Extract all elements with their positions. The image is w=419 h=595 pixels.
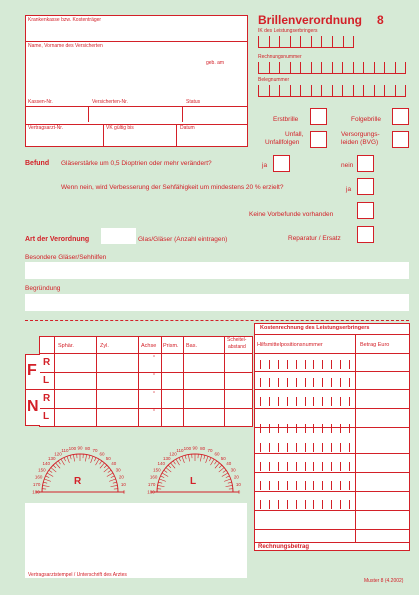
versorgung-label-2: leiden (BVG) [341, 139, 379, 146]
protractor-tick-label: 0 [122, 489, 126, 495]
protractor-tick-label: 0 [237, 489, 241, 495]
hilfsmittel-row-2[interactable] [260, 378, 350, 387]
unfall-label-1: Unfall, [285, 131, 304, 138]
protractor-tick-label: 180 [32, 489, 40, 495]
signature-field[interactable] [25, 503, 247, 578]
row-n-r: R [43, 393, 51, 404]
protractor-tick-label: 100 [183, 446, 192, 452]
hilfsmittel-row-3[interactable] [260, 397, 350, 406]
unfall-checkbox[interactable] [310, 131, 327, 148]
protractor-tick-label: 40 [226, 461, 232, 467]
protractor-tick-label: 70 [92, 448, 98, 454]
footer-muster: Muster 8 (4.2002) [364, 578, 404, 584]
protractor-tick-label: 100 [68, 446, 77, 452]
row-n-l: L [43, 411, 50, 422]
form-title: Brillenverordnung [258, 13, 363, 27]
col-sphaer: Sphär. [58, 343, 74, 349]
vertragsarzt-field[interactable] [26, 130, 247, 146]
begruendung-label: Begründung [25, 285, 61, 292]
keine-vorbefunde-label: Keine Vorbefunde vorhanden [249, 211, 334, 218]
befund-nein-checkbox[interactable] [357, 155, 374, 172]
protractor-tick-label: 60 [214, 451, 220, 457]
befund-question-2: Wenn nein, wird Verbesserung der Sehfähigkeit um mindestens 20 % erzielt? [61, 184, 284, 191]
datum-label: Datum [180, 125, 195, 131]
versorgung-label-1: Versorgungs- [341, 131, 380, 138]
col-hilfsmittel: Hilfsmittelpositionsnummer [257, 342, 323, 348]
geb-label: geb. am [206, 60, 225, 66]
protractor-tick-label: 120 [54, 451, 62, 457]
folgebrille-label: Folgebrille [351, 116, 381, 123]
row-f-l: L [43, 375, 50, 386]
col-achse: Achse [141, 343, 157, 349]
protractor-tick-label: 40 [111, 461, 117, 467]
belegnummer-label: Belegnummer [258, 77, 290, 83]
befund-ja-label: ja [262, 162, 268, 169]
protractor-tick-label: 20 [233, 474, 239, 480]
col-betrag: Betrag Euro [360, 342, 390, 348]
protractor-tick-label: 20 [118, 474, 124, 480]
form-number: 8 [377, 13, 384, 27]
row-f-r: R [43, 357, 51, 368]
protractor-right [25, 430, 135, 500]
degree-4: ° [153, 409, 155, 415]
protractor-tick-label: 30 [115, 467, 121, 473]
protractor-tick-label: 170 [32, 481, 41, 487]
protractor-left [140, 430, 250, 500]
col-bas: Bas. [186, 343, 198, 349]
krankenkasse-field[interactable] [26, 23, 247, 40]
prescription-table [39, 336, 253, 427]
protractor-r-label: R [74, 476, 82, 487]
protractor-tick-label: 80 [200, 446, 206, 452]
protractor-tick-label: 130 [47, 455, 56, 461]
section-divider [25, 320, 409, 321]
befund-question-1: Gläserstärke um 0,5 Dioptrien oder mehr verändert? [61, 160, 212, 167]
besondere-label: Besondere Gläser/Sehhilfen [25, 254, 107, 261]
name-field[interactable] [26, 50, 247, 105]
belegnummer-field[interactable] [258, 85, 406, 97]
versorgung-checkbox[interactable] [392, 131, 409, 148]
befund-ja2-checkbox[interactable] [357, 178, 374, 195]
protractor-tick-label: 90 [77, 445, 83, 451]
protractor-tick-label: 110 [176, 448, 184, 454]
protractor-l-label: L [190, 476, 197, 487]
protractor-tick-label: 30 [230, 467, 236, 473]
hilfsmittel-row-4[interactable] [260, 424, 350, 433]
keine-vorbefunde-checkbox[interactable] [357, 202, 374, 219]
unfall-label-2: Unfallfolgen [265, 139, 300, 146]
glaeser-label: Glas/Gläser (Anzahl eintragen) [138, 236, 228, 243]
protractor-tick-label: 50 [220, 455, 226, 461]
vertragsarzt-nr-label: Vertragsarzt-Nr. [28, 125, 64, 131]
besondere-field[interactable] [25, 262, 409, 279]
protractor-tick-label: 160 [149, 474, 158, 480]
col-scheitel-1: Scheitel- [227, 337, 247, 343]
kostenrechnung-box [254, 323, 410, 551]
befund-ja2-label: ja [346, 186, 352, 193]
degree-2: ° [153, 373, 155, 379]
hilfsmittel-row-6[interactable] [260, 462, 350, 471]
degree-3: ° [153, 391, 155, 397]
row-f-label: F [27, 362, 37, 379]
ik-field[interactable] [258, 36, 354, 48]
protractor-tick-label: 80 [85, 446, 91, 452]
protractor-tick-label: 110 [61, 448, 69, 454]
begruendung-field[interactable] [25, 294, 409, 311]
status-label: Status [186, 99, 201, 105]
erstbrille-label: Erstbrille [273, 116, 299, 123]
krankenkasse-label: Krankenkasse bzw. Kostenträger [28, 17, 102, 23]
protractor-tick-label: 150 [38, 467, 46, 473]
befund-label: Befund [25, 160, 50, 167]
protractor-tick-label: 140 [42, 461, 51, 467]
signature-label: Vertragsarztstempel / Unterschrift des Arztes [28, 572, 127, 578]
hilfsmittel-row-5[interactable] [260, 443, 350, 452]
protractor-tick-label: 140 [157, 461, 166, 467]
col-scheitel-2: abstand [228, 344, 246, 350]
protractor-tick-label: 10 [120, 481, 126, 487]
protractor-tick-label: 50 [105, 455, 111, 461]
rechnungsbetrag-label: Rechnungsbetrag [258, 544, 310, 550]
verordnung-label: Art der Verordnung [25, 236, 90, 243]
rechnungsnummer-field[interactable] [258, 62, 406, 74]
protractor-tick-label: 160 [34, 474, 43, 480]
name-label: Name, Vorname des Versicherten [28, 43, 103, 49]
kassen-nr-field[interactable] [26, 105, 247, 122]
kassen-nr-label: Kassen-Nr. [28, 99, 53, 105]
col-prism: Prism. [163, 343, 179, 349]
folgebrille-checkbox[interactable] [392, 108, 409, 125]
glaeser-count-field[interactable] [101, 228, 136, 244]
protractor-tick-label: 180 [147, 489, 155, 495]
protractor-tick-label: 130 [162, 455, 171, 461]
erstbrille-checkbox[interactable] [310, 108, 327, 125]
degree-1: ° [153, 355, 155, 361]
protractor-tick-label: 170 [147, 481, 156, 487]
protractor-tick-label: 150 [153, 467, 161, 473]
reparatur-label: Reparatur / Ersatz [288, 235, 341, 242]
befund-nein-label: nein [341, 162, 354, 169]
kosten-header: Kostenrechnung des Leistungserbringers [260, 325, 370, 331]
hilfsmittel-row-8[interactable] [260, 500, 350, 509]
protractor-tick-label: 90 [192, 445, 198, 451]
protractor-tick-label: 120 [169, 451, 177, 457]
ik-label: IK des Leistungserbringers [258, 28, 318, 34]
rechnungsnummer-label: Rechnungsnummer [258, 54, 302, 60]
row-n-label: N [27, 398, 39, 415]
protractor-tick-label: 10 [235, 481, 241, 487]
befund-ja-checkbox[interactable] [273, 155, 290, 172]
vk-gueltig-label: VK gültig bis [106, 125, 134, 131]
hilfsmittel-row-1[interactable] [260, 360, 350, 369]
versicherten-nr-label: Versicherten-Nr. [92, 99, 128, 105]
reparatur-checkbox[interactable] [357, 226, 374, 243]
protractor-tick-label: 70 [207, 448, 213, 454]
col-zyl: Zyl. [100, 343, 109, 349]
protractor-tick-label: 60 [99, 451, 105, 457]
hilfsmittel-row-7[interactable] [260, 481, 350, 490]
